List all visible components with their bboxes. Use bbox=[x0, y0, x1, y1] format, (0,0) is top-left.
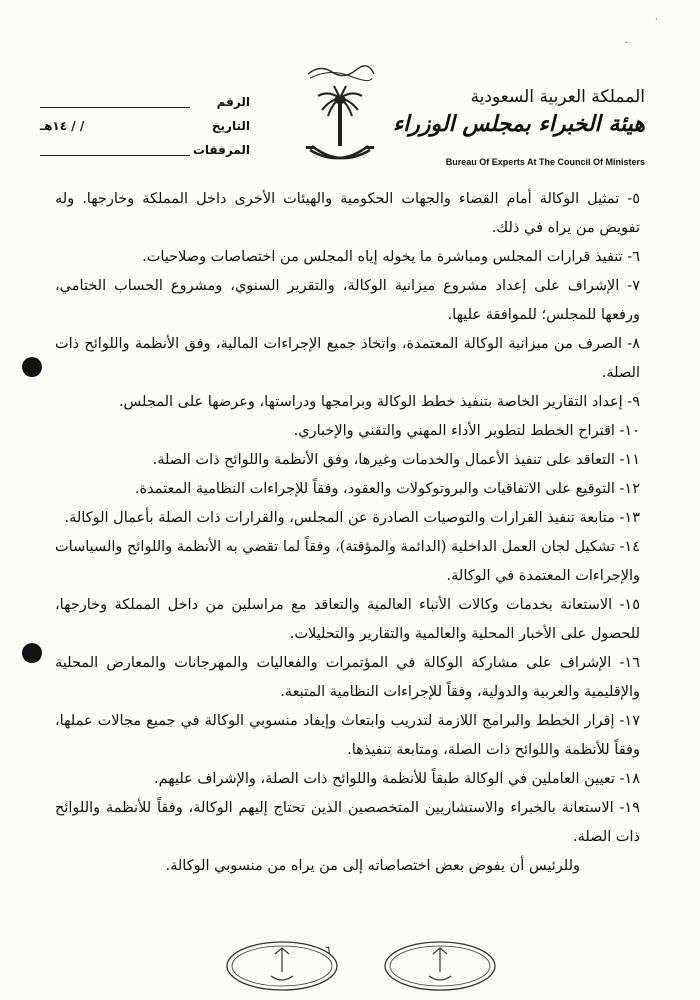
saudi-emblem-icon bbox=[300, 60, 380, 170]
ref-attachments-label: المرفقات bbox=[192, 143, 250, 157]
reference-block bbox=[40, 95, 250, 167]
secretariat-seal-icon bbox=[383, 940, 498, 992]
ref-attachments-row bbox=[40, 143, 250, 167]
scan-mark: - bbox=[625, 38, 629, 48]
ref-number-row bbox=[40, 95, 250, 119]
ref-date-value: / / ١٤هـ bbox=[40, 119, 85, 133]
list-item: ١٦- الإشراف على مشاركة الوكالة في المؤتمرات والفعاليات والمهرجانات والمعارض المحلية والإقليمية والعربية والدولية، وفقاً للإجراءات النظامية المتبعة. bbox=[55, 655, 640, 700]
ref-date-label: التاريخ bbox=[211, 119, 250, 133]
list-item: ١٠- اقتراح الخطط لتطوير الأداء المهني والتقني والإخباري. bbox=[293, 423, 640, 439]
list-item: ٧- الإشراف على إعداد مشروع ميزانية الوكالة، والتقرير السنوي، ومشروع الحساب الختامي، ورفعها للمجلس؛ للموافقة عليها. bbox=[55, 278, 640, 323]
list-item: ٨- الصرف من ميزانية الوكالة المعتمدة، واتخاذ جميع الإجراءات المالية، وفق الأنظمة واللوائح ذات الصلة. bbox=[55, 336, 640, 381]
list-item: ٦- تنفيذ قرارات المجلس ومباشرة ما يخوله إياه المجلس من اختصاصات وصلاحيات. bbox=[142, 249, 640, 265]
list-item: ١٧- إقرار الخطط والبرامج اللازمة لتدريب وابتعاث وإيفاد منسوبي الوكالة في جميع مجالات عملها، وفقاً للأنظمة واللوائح ذات الصلة، ومتابعة تنفيذها. bbox=[55, 713, 640, 758]
list-item: ١٣- متابعة تنفيذ القرارات والتوصيات الصادرة عن المجلس، والقرارات ذات الصلة بأعمال الوكالة. bbox=[64, 510, 640, 526]
list-item: ٥- تمثيل الوكالة أمام القضاء والجهات الحكومية والهيئات الأخرى داخل المملكة وخارجها. وله تفويض من يراه في ذلك. bbox=[55, 191, 640, 236]
scan-mark: · bbox=[655, 15, 658, 25]
list-item: ١٩- الاستعانة بالخبراء والاستشاريين المتخصصين الذين تحتاج إليهم الوكالة، وفقاً للأنظمة واللوائح ذات الصلة. bbox=[55, 800, 640, 845]
council-name-en: Bureau Of Experts At The Council Of Ministers bbox=[445, 157, 645, 167]
ministry-name-ar: المملكة العربية السعودية bbox=[470, 87, 645, 107]
page-number: ٦ bbox=[325, 945, 331, 956]
list-item: ١١- التعاقد على تنفيذ الأعمال والخدمات وغيرها، وفق الأنظمة واللوائح ذات الصلة. bbox=[152, 452, 640, 468]
closing-paragraph: وللرئيس أن يفوض بعض اختصاصاته إلى من يراه من منسوبي الوكالة. bbox=[165, 858, 580, 874]
binder-hole bbox=[22, 357, 42, 377]
council-name-ar: هيئة الخبراء بمجلس الوزراء bbox=[392, 111, 645, 137]
list-item: ١٥- الاستعانة بخدمات وكالات الأنباء العالمية والتعاقد مع مراسلين من داخل المملكة وخارجها، للحصول على الأخبار المحلية والعالمية والتقارير والتحليلات. bbox=[55, 597, 640, 642]
ref-number-label: الرقم bbox=[216, 95, 250, 109]
letterhead bbox=[0, 55, 700, 180]
list-item: ٩- إعداد التقارير الخاصة بتنفيذ خطط الوكالة وبرامجها ودراستها، وعرضها على المجلس. bbox=[118, 394, 640, 410]
list-item: ١٢- التوقيع على الاتفاقيات والبروتوكولات والعقود، وفقاً للإجراءات النظامية المعتمدة. bbox=[134, 481, 640, 497]
list-item: ١٤- تشكيل لجان العمل الداخلية (الدائمة والمؤقتة)، وفقاً لما تقضي به الأنظمة واللوائح والسياسات والإجراءات المعتمدة في الوكالة. bbox=[55, 539, 640, 584]
list-item: ١٨- تعيين العاملين في الوكالة طبقاً للأنظمة واللوائح ذات الصلة، والإشراف عليهم. bbox=[154, 771, 640, 787]
ref-date-row bbox=[40, 119, 250, 143]
binder-hole bbox=[22, 643, 42, 663]
document-body bbox=[55, 185, 640, 881]
council-seal-icon bbox=[225, 940, 340, 992]
